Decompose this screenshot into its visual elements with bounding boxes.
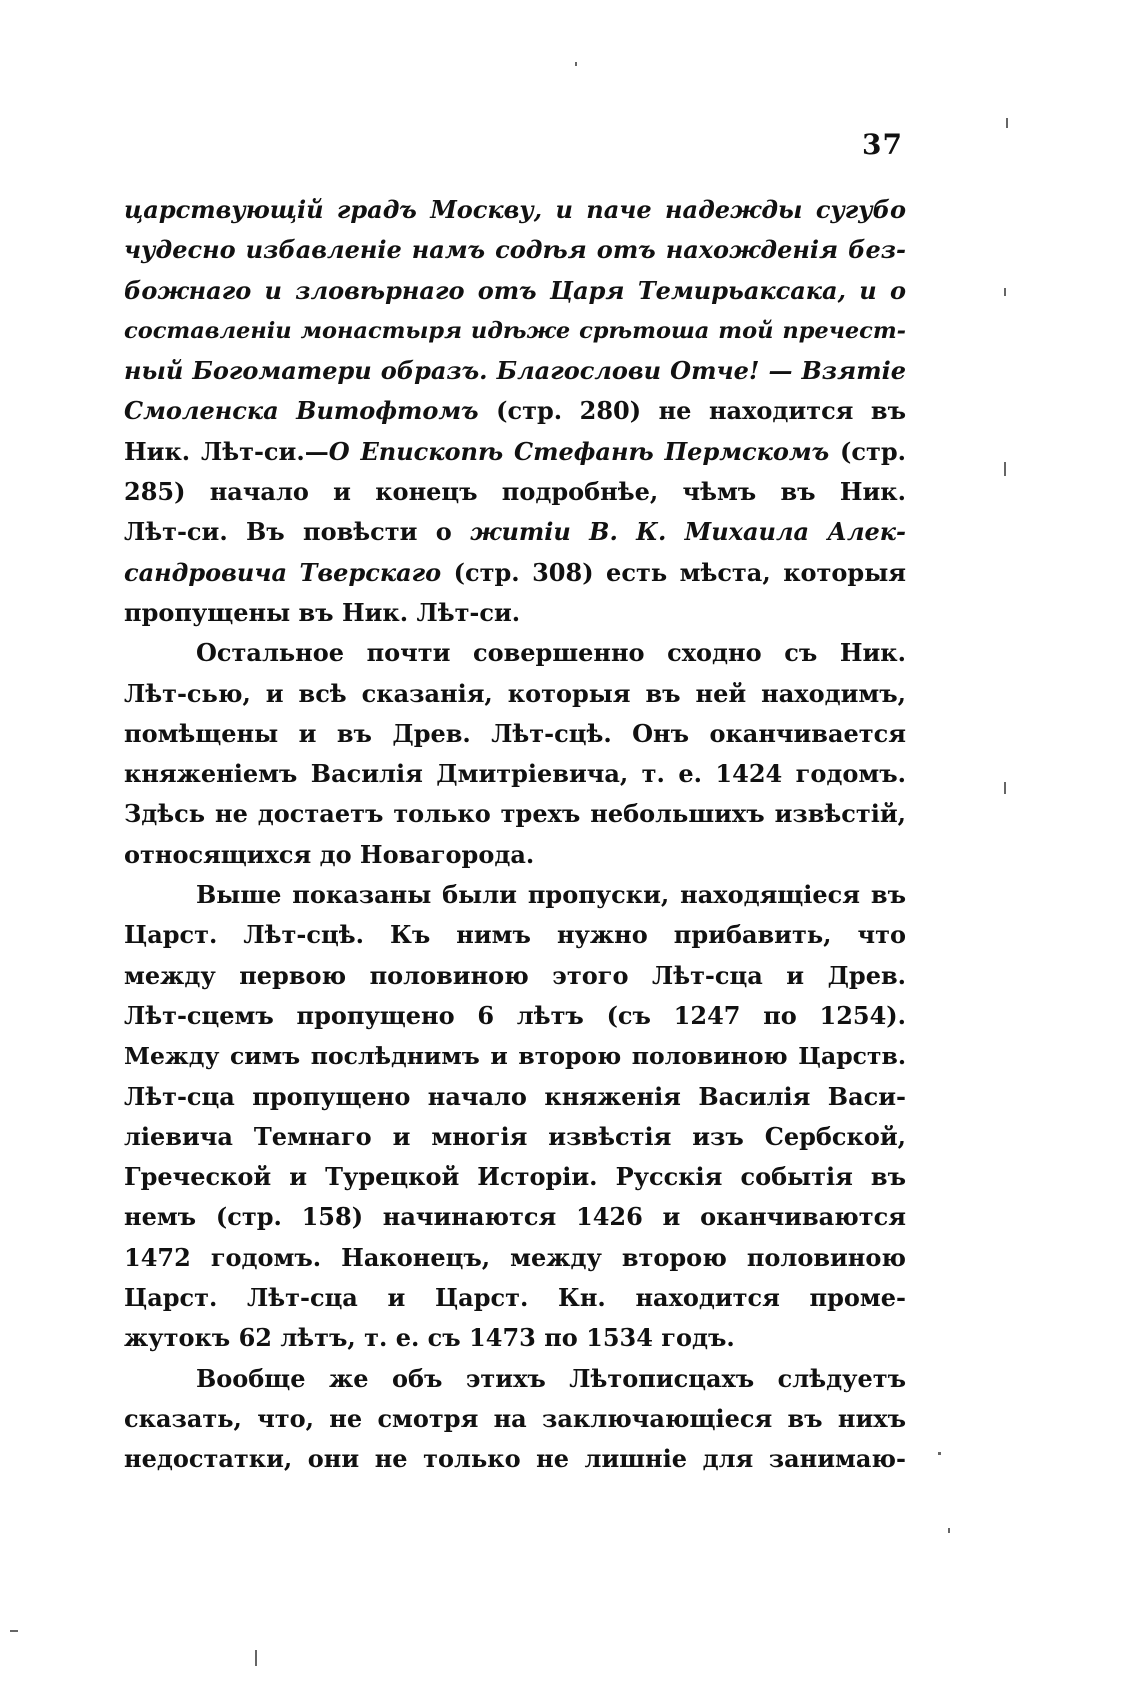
page-number: 37 <box>862 128 903 161</box>
italic-text-segment: Смоленска Витофтомъ <box>124 396 479 426</box>
scan-speck <box>255 1650 257 1666</box>
text-segment: княженіемъ Василія Дмитріевича, т. е. 1424 годомъ. <box>124 759 906 789</box>
text-segment: Царст. Лѣт-сцѣ. Къ нимъ нужно прибавить, что <box>124 920 906 950</box>
body-text <box>124 190 906 1480</box>
text-segment: немъ (стр. 158) начинаются 1426 и оканчиваются <box>124 1202 906 1232</box>
text-line <box>124 1036 906 1076</box>
text-segment: 285) начало и конецъ подробнѣе, чѣмъ въ Ник. <box>124 477 906 507</box>
text-line <box>124 472 906 512</box>
text-segment: Ник. Лѣт-си.— <box>124 436 329 466</box>
text-line <box>124 1399 906 1439</box>
scan-speck <box>948 1528 950 1533</box>
text-segment: сказать, что, не смотря на заключающіеся въ нихъ <box>124 1403 906 1433</box>
text-segment: Царст. Лѣт-сца и Царст. Кн. находится проме- <box>124 1283 906 1313</box>
text-line <box>124 593 906 633</box>
text-line <box>124 1197 906 1237</box>
text-line <box>124 553 906 593</box>
text-segment: помѣщены и въ Древ. Лѣт-сцѣ. Онъ оканчивается <box>124 718 906 748</box>
text-segment: Лѣт-сца пропущено начало княженія Василія Васи- <box>124 1081 906 1111</box>
text-segment: (стр. <box>829 436 907 466</box>
text-segment: жутокъ 62 лѣтъ, т. е. съ 1473 по 1534 годъ. <box>124 1323 735 1353</box>
text-line <box>124 1318 906 1358</box>
text-line <box>124 915 906 955</box>
italic-text-segment: ный Богоматери образъ. Благослови Отче! — Взятіе <box>124 356 906 386</box>
italic-text-segment: О Епископѣ Стефанѣ Пермскомъ <box>328 436 830 466</box>
text-line <box>124 512 906 552</box>
text-segment: Здѣсь не достаетъ только трехъ небольшихъ извѣстій, <box>124 799 906 829</box>
scan-speck <box>938 1452 941 1455</box>
text-line <box>124 956 906 996</box>
scan-speck <box>1004 462 1006 476</box>
text-segment: Лѣт-сью, и всѣ сказанія, которыя въ ней находимъ, <box>124 678 906 708</box>
scan-speck <box>1004 782 1006 794</box>
text-segment: Лѣт-си. Въ повѣсти о <box>124 517 471 547</box>
text-segment: Лѣт-сцемъ пропущено 6 лѣтъ (съ 1247 по 1254). <box>124 1000 906 1030</box>
text-line <box>124 794 906 834</box>
text-segment: недостатки, они не только не лишніе для занимаю- <box>124 1444 906 1474</box>
text-line <box>124 674 906 714</box>
text-segment: (стр. 308) есть мѣста, которыя <box>441 557 906 587</box>
text-segment: между первою половиною этого Лѣт-сца и Древ. <box>124 960 906 990</box>
italic-text-segment: сандровича Тверскаго <box>124 557 442 587</box>
text-line <box>124 714 906 754</box>
text-segment: Остальное почти совершенно сходно съ Ник. <box>196 638 906 668</box>
text-line <box>124 1439 906 1479</box>
scan-speck <box>10 1630 18 1632</box>
text-line <box>124 311 906 351</box>
text-line <box>124 1238 906 1278</box>
italic-text-segment: чудесно избавленіе намъ содѣя отъ нахожденія без- <box>124 235 906 265</box>
text-segment: ліевича Темнаго и многія извѣстія изъ Сербской, <box>124 1121 906 1151</box>
text-line <box>124 391 906 431</box>
italic-text-segment: божнаго и зловѣрнаго отъ Царя Темирьаксака, и о <box>124 275 906 305</box>
italic-text-segment: царствующій градъ Москву, и паче надежды сугубо <box>124 195 906 224</box>
text-line <box>124 875 906 915</box>
text-segment: Выше показаны были пропуски, находящіеся въ <box>196 880 906 910</box>
text-segment: пропущены въ Ник. Лѣт-си. <box>124 597 521 627</box>
scan-speck <box>1004 288 1006 296</box>
italic-text-segment: житіи В. К. Михаила Алек- <box>470 517 906 547</box>
text-line <box>124 754 906 794</box>
text-line <box>124 190 906 230</box>
text-segment: (стр. 280) не находится въ <box>478 396 907 426</box>
text-line <box>124 271 906 311</box>
text-segment: Вообще же объ этихъ Лѣтописцахъ слѣдуетъ <box>196 1363 906 1393</box>
text-segment: Греческой и Турецкой Исторіи. Русскія событія въ <box>124 1162 906 1192</box>
italic-text-segment: составленіи монастыря идѣже срѣтоша той пречест- <box>124 317 906 344</box>
text-line <box>124 1278 906 1318</box>
text-line <box>124 633 906 673</box>
text-segment: относящихся до Новагорода. <box>124 839 535 869</box>
scan-speck <box>575 62 577 66</box>
text-line <box>124 996 906 1036</box>
text-line <box>124 1359 906 1399</box>
text-line <box>124 432 906 472</box>
scan-speck <box>1006 118 1008 128</box>
text-line <box>124 835 906 875</box>
text-line <box>124 1117 906 1157</box>
text-line <box>124 230 906 270</box>
text-line <box>124 1077 906 1117</box>
text-segment: 1472 годомъ. Наконецъ, между второю половиною <box>124 1242 906 1272</box>
text-line <box>124 351 906 391</box>
text-line <box>124 1157 906 1197</box>
text-segment: Между симъ послѣднимъ и второю половиною Царств. <box>124 1042 906 1071</box>
